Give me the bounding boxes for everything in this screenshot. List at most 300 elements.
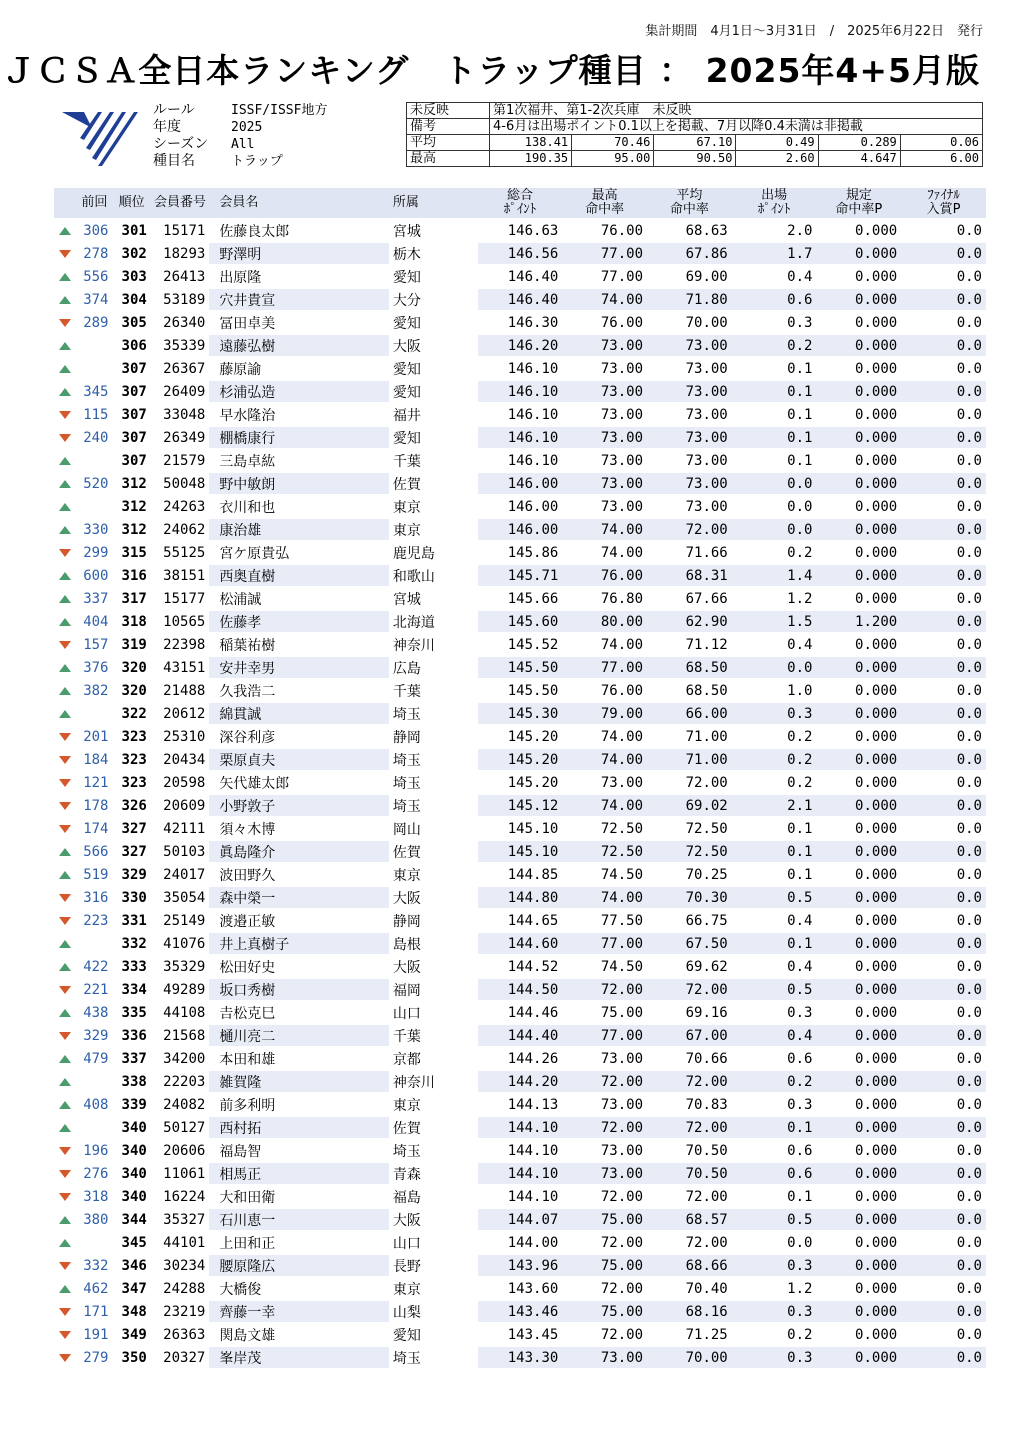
entry-points: 0.2 bbox=[732, 1071, 817, 1092]
previous-rank bbox=[76, 1232, 112, 1253]
member-name: 大橋俊 bbox=[219, 1281, 262, 1298]
rank: 334 bbox=[121, 981, 147, 998]
rule-hit-points: 0.000 bbox=[855, 314, 898, 331]
max-hit-rate: 73.00 bbox=[600, 360, 644, 377]
total-points: 146.40 bbox=[478, 289, 563, 310]
max-hit-rate: 72.00 bbox=[562, 1117, 647, 1138]
rank: 339 bbox=[121, 1096, 147, 1113]
info-table bbox=[406, 102, 983, 167]
rule-hit-points: 0.000 bbox=[855, 866, 898, 883]
rule-hit-points: 0.000 bbox=[816, 243, 901, 264]
trend-cell bbox=[54, 634, 76, 655]
entry-points: 0.0 bbox=[732, 657, 817, 678]
affiliation: 埼玉 bbox=[392, 706, 421, 723]
max-hit-rate: 72.00 bbox=[600, 1188, 644, 1205]
trend-cell bbox=[54, 1347, 76, 1368]
member-id: 16224 bbox=[163, 1188, 206, 1205]
trend-cell bbox=[54, 956, 76, 977]
rule-hit-points: 0.000 bbox=[816, 887, 901, 908]
member-name: 綿貫誠 bbox=[209, 703, 389, 724]
final-points: 0.0 bbox=[956, 1050, 982, 1067]
total-points: 146.30 bbox=[507, 314, 559, 331]
trend-cell bbox=[54, 588, 76, 609]
rule-hit-points: 0.000 bbox=[816, 381, 901, 402]
member-name: 野澤明 bbox=[209, 243, 389, 264]
rank: 326 bbox=[121, 797, 147, 814]
affiliation: 福岡 bbox=[392, 982, 421, 999]
affiliation: 埼玉 bbox=[392, 752, 421, 769]
final-points: 0.0 bbox=[956, 1188, 982, 1205]
previous-rank: 479 bbox=[83, 1050, 109, 1067]
table-row bbox=[54, 450, 986, 471]
arrow-up-icon bbox=[59, 1285, 71, 1293]
member-id: 55125 bbox=[163, 544, 206, 561]
rank: 307 bbox=[121, 383, 147, 400]
avg-hit-rate: 68.63 bbox=[685, 222, 728, 239]
max-hit-rate: 76.80 bbox=[600, 590, 644, 607]
header-entry bbox=[732, 188, 817, 218]
arrow-down-icon bbox=[59, 641, 71, 649]
trend-cell bbox=[54, 450, 76, 471]
arrow-up-icon bbox=[59, 1101, 71, 1109]
average-avg-hit: 67.10 bbox=[654, 135, 736, 151]
member-id: 10565 bbox=[163, 613, 206, 630]
member-name: 本田和雄 bbox=[219, 1051, 276, 1068]
previous-rank: 115 bbox=[83, 406, 109, 423]
max-hit-rate: 74.00 bbox=[562, 887, 647, 908]
meta-row bbox=[153, 153, 327, 170]
member-id: 44108 bbox=[163, 1004, 206, 1021]
table-row bbox=[54, 266, 986, 287]
member-id: 23219 bbox=[163, 1303, 206, 1320]
final-points: 0.0 bbox=[956, 222, 982, 239]
member-id: 35054 bbox=[163, 889, 206, 906]
total-points: 145.12 bbox=[478, 795, 563, 816]
avg-hit-rate: 72.00 bbox=[647, 519, 732, 540]
member-name: 福島智 bbox=[219, 1143, 262, 1160]
trend-cell bbox=[54, 1301, 76, 1322]
member-id: 20434 bbox=[163, 751, 206, 768]
rule-hit-points: 0.000 bbox=[855, 1234, 898, 1251]
max-entry: 2.60 bbox=[736, 151, 818, 167]
member-id: 53189 bbox=[163, 291, 206, 308]
member-name: 松田好史 bbox=[219, 959, 276, 976]
rank: 329 bbox=[121, 866, 147, 883]
member-name: 康治雄 bbox=[209, 519, 389, 540]
entry-points: 0.2 bbox=[787, 544, 813, 561]
arrow-up-icon bbox=[59, 1216, 71, 1224]
rule-hit-points: 0.000 bbox=[816, 703, 901, 724]
header-total-line1: 総合 bbox=[506, 188, 533, 203]
table-row bbox=[54, 1255, 986, 1276]
rule-hit-points: 0.000 bbox=[855, 728, 898, 745]
final-points: 0.0 bbox=[956, 1234, 982, 1251]
rule-hit-points: 0.000 bbox=[816, 519, 901, 540]
member-name: 腰原隆広 bbox=[209, 1255, 389, 1276]
entry-points: 0.1 bbox=[787, 866, 813, 883]
arrow-up-icon bbox=[59, 1078, 71, 1086]
trend-cell bbox=[54, 818, 76, 839]
table-row bbox=[54, 427, 986, 448]
member-id: 26349 bbox=[163, 429, 206, 446]
member-name: 関島文雄 bbox=[219, 1327, 276, 1344]
previous-rank bbox=[76, 933, 112, 954]
affiliation: 埼玉 bbox=[392, 1350, 421, 1367]
previous-rank bbox=[76, 496, 112, 517]
entry-points: 1.7 bbox=[732, 243, 817, 264]
previous-rank: 438 bbox=[83, 1004, 109, 1021]
avg-hit-rate: 71.00 bbox=[685, 728, 728, 745]
final-points: 0.0 bbox=[956, 958, 982, 975]
max-hit-rate: 74.50 bbox=[600, 958, 644, 975]
avg-hit-rate: 73.00 bbox=[685, 360, 728, 377]
entry-points: 0.6 bbox=[787, 1050, 813, 1067]
avg-hit-rate: 70.83 bbox=[685, 1096, 728, 1113]
total-points: 146.10 bbox=[478, 427, 563, 448]
previous-rank: 178 bbox=[83, 797, 109, 814]
rank: 307 bbox=[121, 406, 147, 423]
final-points: 0.0 bbox=[901, 657, 986, 678]
entry-points: 0.6 bbox=[732, 289, 817, 310]
total-points: 146.00 bbox=[478, 473, 563, 494]
avg-hit-rate: 71.12 bbox=[685, 636, 728, 653]
header-entry-line2: ﾎﾟｲﾝﾄ bbox=[757, 202, 791, 217]
max-hit-rate: 80.00 bbox=[562, 611, 647, 632]
avg-hit-rate: 72.00 bbox=[685, 774, 728, 791]
member-id: 26363 bbox=[163, 1326, 206, 1343]
entry-points: 0.1 bbox=[787, 452, 813, 469]
previous-rank: 276 bbox=[83, 1165, 109, 1182]
trend-cell bbox=[54, 335, 76, 356]
arrow-down-icon bbox=[59, 1308, 71, 1316]
final-points: 0.0 bbox=[956, 820, 982, 837]
member-name: 相馬正 bbox=[209, 1163, 389, 1184]
arrow-up-icon bbox=[59, 526, 71, 534]
max-hit-rate: 73.00 bbox=[600, 406, 644, 423]
arrow-down-icon bbox=[59, 319, 71, 327]
arrow-down-icon bbox=[59, 779, 71, 787]
avg-hit-rate: 72.50 bbox=[647, 841, 732, 862]
affiliation: 和歌山 bbox=[392, 568, 435, 585]
final-points: 0.0 bbox=[901, 335, 986, 356]
rule-hit-points: 0.000 bbox=[816, 289, 901, 310]
meta-row bbox=[153, 119, 327, 136]
meta-value: 2025 bbox=[231, 120, 263, 135]
max-hit-rate: 74.00 bbox=[600, 728, 644, 745]
affiliation: 静岡 bbox=[392, 913, 421, 930]
member-name: 冨田卓美 bbox=[219, 315, 276, 332]
previous-rank: 404 bbox=[83, 613, 109, 630]
total-points: 143.60 bbox=[507, 1280, 559, 1297]
total-points: 143.96 bbox=[478, 1255, 563, 1276]
total-points: 144.10 bbox=[507, 1188, 559, 1205]
arrow-up-icon bbox=[59, 871, 71, 879]
avg-hit-rate: 72.00 bbox=[647, 979, 732, 1000]
arrow-down-icon bbox=[59, 1193, 71, 1201]
avg-hit-rate: 68.31 bbox=[647, 565, 732, 586]
final-points: 0.0 bbox=[901, 749, 986, 770]
previous-rank: 221 bbox=[83, 981, 109, 998]
total-points: 144.13 bbox=[507, 1096, 559, 1113]
table-row bbox=[54, 910, 986, 931]
arrow-down-icon bbox=[59, 434, 71, 442]
table-row bbox=[54, 1324, 986, 1345]
table-row bbox=[54, 1209, 986, 1230]
previous-rank: 337 bbox=[83, 590, 109, 607]
entry-points: 0.0 bbox=[787, 1234, 813, 1251]
table-row bbox=[54, 1071, 986, 1092]
trend-cell bbox=[54, 312, 76, 333]
total-points: 145.10 bbox=[478, 841, 563, 862]
rule-hit-points: 0.000 bbox=[816, 427, 901, 448]
rank: 344 bbox=[121, 1211, 147, 1228]
table-row bbox=[54, 1278, 986, 1299]
member-id: 15177 bbox=[163, 590, 206, 607]
rank: 315 bbox=[121, 544, 147, 561]
member-name: 佐藤孝 bbox=[209, 611, 389, 632]
trend-cell bbox=[54, 1163, 76, 1184]
total-points: 145.50 bbox=[507, 682, 559, 699]
avg-hit-rate: 68.50 bbox=[685, 682, 728, 699]
average-final: 0.06 bbox=[900, 135, 982, 151]
table-row bbox=[54, 795, 986, 816]
member-name: 出原隆 bbox=[219, 269, 262, 286]
previous-rank: 121 bbox=[83, 774, 109, 791]
avg-hit-rate: 62.90 bbox=[647, 611, 732, 632]
trend-cell bbox=[54, 1209, 76, 1230]
previous-rank bbox=[76, 358, 112, 379]
arrow-up-icon bbox=[59, 457, 71, 465]
trend-cell bbox=[54, 726, 76, 747]
rule-hit-points: 0.000 bbox=[855, 774, 898, 791]
avg-hit-rate: 72.00 bbox=[647, 1117, 732, 1138]
rank: 323 bbox=[121, 774, 147, 791]
total-points: 145.66 bbox=[507, 590, 559, 607]
rank: 332 bbox=[121, 935, 147, 952]
table-row bbox=[54, 542, 986, 563]
table-row bbox=[54, 956, 986, 977]
avg-hit-rate: 66.00 bbox=[647, 703, 732, 724]
final-points: 0.0 bbox=[901, 1301, 986, 1322]
meta-row bbox=[153, 136, 327, 153]
arrow-down-icon bbox=[59, 894, 71, 902]
member-name: 野中敏朗 bbox=[209, 473, 389, 494]
unreflected-label: 未反映 bbox=[407, 103, 490, 119]
rank: 312 bbox=[121, 498, 147, 515]
average-total: 138.41 bbox=[490, 135, 572, 151]
max-hit-rate: 75.00 bbox=[562, 1209, 647, 1230]
affiliation: 東京 bbox=[392, 499, 421, 516]
previous-rank: 318 bbox=[83, 1188, 109, 1205]
max-max-hit: 95.00 bbox=[572, 151, 654, 167]
max-hit-rate: 77.00 bbox=[562, 1025, 647, 1046]
member-id: 21568 bbox=[163, 1027, 206, 1044]
member-name: 三島卓紘 bbox=[219, 453, 276, 470]
rule-hit-points: 0.000 bbox=[855, 406, 898, 423]
final-points: 0.0 bbox=[956, 452, 982, 469]
rule-hit-points: 0.000 bbox=[816, 335, 901, 356]
table-row bbox=[54, 1140, 986, 1161]
previous-rank: 345 bbox=[83, 383, 109, 400]
avg-hit-rate: 68.66 bbox=[647, 1255, 732, 1276]
entry-points: 0.0 bbox=[732, 519, 817, 540]
rule-hit-points: 0.000 bbox=[855, 1188, 898, 1205]
final-points: 0.0 bbox=[956, 636, 982, 653]
total-points: 146.00 bbox=[507, 498, 559, 515]
max-total: 190.35 bbox=[490, 151, 572, 167]
member-id: 24263 bbox=[163, 498, 206, 515]
rule-hit-points: 0.000 bbox=[855, 452, 898, 469]
rank: 319 bbox=[121, 636, 147, 653]
rank: 301 bbox=[121, 222, 147, 239]
total-points: 146.10 bbox=[507, 360, 559, 377]
member-name: 矢代雄太郎 bbox=[219, 775, 290, 792]
member-name: 稲葉祐樹 bbox=[219, 637, 276, 654]
entry-points: 0.1 bbox=[787, 1188, 813, 1205]
affiliation: 埼玉 bbox=[392, 775, 421, 792]
arrow-up-icon bbox=[59, 365, 71, 373]
member-id: 35329 bbox=[163, 958, 206, 975]
member-name: 宮ケ原貴弘 bbox=[219, 545, 290, 562]
member-name: 穴井貴宣 bbox=[209, 289, 389, 310]
trend-cell bbox=[54, 703, 76, 724]
table-row bbox=[54, 519, 986, 540]
member-id: 26367 bbox=[163, 360, 206, 377]
table-row bbox=[54, 749, 986, 770]
avg-hit-rate: 68.16 bbox=[647, 1301, 732, 1322]
previous-rank: 556 bbox=[83, 268, 109, 285]
affiliation: 埼玉 bbox=[392, 1143, 421, 1160]
rule-hit-points: 0.000 bbox=[816, 979, 901, 1000]
rank: 340 bbox=[121, 1165, 147, 1182]
total-points: 146.10 bbox=[507, 406, 559, 423]
arrow-down-icon bbox=[59, 1354, 71, 1362]
entry-points: 0.6 bbox=[787, 1142, 813, 1159]
member-id: 24082 bbox=[163, 1096, 206, 1113]
max-hit-rate: 76.00 bbox=[600, 682, 644, 699]
arrow-up-icon bbox=[59, 618, 71, 626]
member-name: 坂口秀樹 bbox=[209, 979, 389, 1000]
max-hit-rate: 73.00 bbox=[600, 452, 644, 469]
affiliation: 大分 bbox=[392, 292, 421, 309]
table-row bbox=[54, 1002, 986, 1023]
arrow-up-icon bbox=[59, 480, 71, 488]
entry-points: 0.3 bbox=[787, 1004, 813, 1021]
total-points: 144.80 bbox=[478, 887, 563, 908]
entry-points: 0.1 bbox=[732, 933, 817, 954]
max-hit-rate: 73.00 bbox=[562, 1163, 647, 1184]
avg-hit-rate: 71.00 bbox=[647, 749, 732, 770]
rank: 312 bbox=[121, 475, 147, 492]
arrow-up-icon bbox=[59, 664, 71, 672]
arrow-up-icon bbox=[59, 1239, 71, 1247]
member-id: 15171 bbox=[163, 222, 206, 239]
total-points: 145.60 bbox=[478, 611, 563, 632]
rule-hit-points: 0.000 bbox=[816, 1255, 901, 1276]
table-row bbox=[54, 335, 986, 356]
avg-hit-rate: 72.00 bbox=[685, 1234, 728, 1251]
meta-value: トラップ bbox=[231, 154, 283, 169]
member-name: 藤原諭 bbox=[219, 361, 262, 378]
affiliation: 佐賀 bbox=[392, 844, 421, 861]
total-points: 144.07 bbox=[478, 1209, 563, 1230]
member-name: 前多利明 bbox=[219, 1097, 276, 1114]
previous-rank: 330 bbox=[83, 521, 109, 538]
table-row bbox=[54, 611, 986, 632]
max-hit-rate: 72.50 bbox=[600, 820, 644, 837]
table-row bbox=[54, 657, 986, 678]
total-points: 145.20 bbox=[478, 749, 563, 770]
previous-rank bbox=[76, 335, 112, 356]
avg-hit-rate: 69.02 bbox=[647, 795, 732, 816]
member-id: 50127 bbox=[163, 1119, 206, 1136]
max-hit-rate: 77.00 bbox=[600, 268, 644, 285]
rank: 345 bbox=[121, 1234, 147, 1251]
average-entry: 0.49 bbox=[736, 135, 818, 151]
member-id: 50103 bbox=[163, 843, 206, 860]
avg-hit-rate: 70.00 bbox=[647, 1347, 732, 1368]
header-arrow bbox=[54, 188, 76, 218]
affiliation: 宮城 bbox=[392, 223, 421, 240]
arrow-up-icon bbox=[59, 572, 71, 580]
member-id: 49289 bbox=[163, 981, 206, 998]
previous-rank: 382 bbox=[83, 682, 109, 699]
final-points: 0.0 bbox=[901, 289, 986, 310]
final-points: 0.0 bbox=[956, 1326, 982, 1343]
entry-points: 0.4 bbox=[732, 1025, 817, 1046]
final-points: 0.0 bbox=[901, 841, 986, 862]
total-points: 146.63 bbox=[507, 222, 559, 239]
arrow-up-icon bbox=[59, 963, 71, 971]
total-points: 146.20 bbox=[478, 335, 563, 356]
max-final: 6.00 bbox=[900, 151, 982, 167]
trend-cell bbox=[54, 381, 76, 402]
period-text: 集計期間 4月1日～3月31日 / 2025年6月22日 発行 bbox=[645, 24, 983, 39]
trend-cell bbox=[54, 887, 76, 908]
member-name: 遠藤弘樹 bbox=[209, 335, 389, 356]
average-max-hit: 70.46 bbox=[572, 135, 654, 151]
rank: 336 bbox=[121, 1027, 147, 1044]
header-id: 会員番号 bbox=[151, 188, 210, 218]
entry-points: 0.1 bbox=[787, 406, 813, 423]
total-points: 143.45 bbox=[507, 1326, 559, 1343]
header-avg-hit-line1: 平均 bbox=[676, 188, 703, 203]
member-id: 20598 bbox=[163, 774, 206, 791]
rank: 323 bbox=[121, 728, 147, 745]
member-id: 42111 bbox=[163, 820, 206, 837]
rank: 340 bbox=[121, 1188, 147, 1205]
trend-cell bbox=[54, 1186, 76, 1207]
table-row bbox=[54, 404, 986, 425]
previous-rank: 408 bbox=[83, 1096, 109, 1113]
rule-hit-points: 0.000 bbox=[816, 1025, 901, 1046]
member-name: 安井幸男 bbox=[209, 657, 389, 678]
member-id: 24062 bbox=[163, 521, 206, 538]
final-points: 0.0 bbox=[956, 682, 982, 699]
table-row bbox=[54, 818, 986, 839]
header-entry-line1: 出場 bbox=[761, 188, 788, 203]
table-row bbox=[54, 933, 986, 954]
table-row bbox=[54, 726, 986, 747]
member-name: 西村拓 bbox=[209, 1117, 389, 1138]
rank: 304 bbox=[121, 291, 147, 308]
rule-hit-points: 0.000 bbox=[816, 1347, 901, 1368]
avg-hit-rate: 71.80 bbox=[647, 289, 732, 310]
member-id: 43151 bbox=[163, 659, 206, 676]
entry-points: 0.2 bbox=[732, 749, 817, 770]
header-rule bbox=[816, 188, 901, 218]
max-hit-rate: 72.00 bbox=[562, 1071, 647, 1092]
